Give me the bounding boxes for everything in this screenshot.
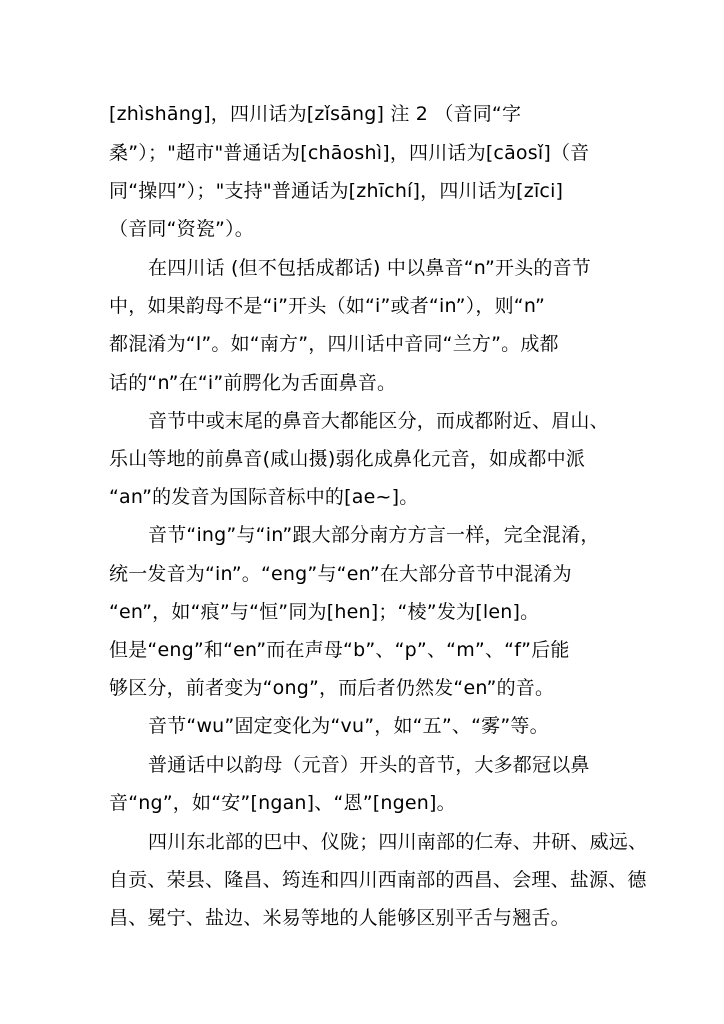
text-line: 音节中或末尾的鼻音大都能区分，而成都附近、眉山、	[148, 410, 609, 432]
text-line: 都混淆为“l”。如“南方”，四川话中音同“兰方”。成都	[109, 333, 559, 355]
text-line: 中，如果韵母不是“i”开头（如“i”或者“in”），则“n”	[109, 295, 546, 317]
text-line: “en”，如“痕”与“恒”同为[hen]；“棱”发为[len]。	[109, 601, 540, 623]
text-line: 普通话中以韵母（元音）开头的音节，大多都冠以鼻	[148, 754, 590, 776]
text-line: 四川东北部的巴中、仪陇；四川南部的仁寿、井研、威远、	[148, 831, 648, 853]
text-line: 昌、冕宁、盐边、米易等地的人能够区别平舌与翘舌。	[109, 907, 570, 929]
text-line: 桑”）；"超市"普通话为[chāoshì]，四川话为[cāosǐ]（音	[109, 142, 590, 164]
text-line: [zhìshāng]，四川话为[zǐsāng] 注 2 （音同“字	[109, 103, 522, 125]
text-line: 够区分，前者变为“ong”，而后者仍然发“en”的音。	[109, 677, 555, 699]
text-line: 统一发音为“in”。“eng”与“en”在大部分音节中混淆为	[109, 563, 572, 585]
text-line: 同“操四”）；"支持"普通话为[zhīchí]，四川话为[zīci]	[109, 180, 564, 202]
text-line: 话的“n”在“i”前腭化为舌面鼻音。	[109, 372, 397, 394]
text-line: 但是“eng”和“en”而在声母“b”、“p”、“m”、“f”后能	[109, 639, 570, 661]
text-line: 在四川话 (但不包括成都话) 中以鼻音“n”开头的音节	[148, 257, 591, 279]
text-line: 乐山等地的前鼻音(咸山摄)弱化成鼻化元音，如成都中派	[109, 448, 586, 470]
text-line: 音节“wu”固定变化为“vu”，如“五”、“雾”等。	[148, 715, 549, 737]
text-line: 自贡、荣县、隆昌、筠连和四川西南部的西昌、会理、盐源、德	[109, 869, 647, 891]
text-line: 音“ng”，如“安”[ngan]、“恩”[ngen]。	[109, 792, 456, 814]
text-line: 音节“ing”与“in”跟大部分南方方言一样，完全混淆，	[148, 524, 600, 546]
text-line: “an”的发音为国际音标中的[ae~]。	[109, 486, 419, 508]
text-line: （音同“资瓷”）。	[109, 218, 254, 240]
